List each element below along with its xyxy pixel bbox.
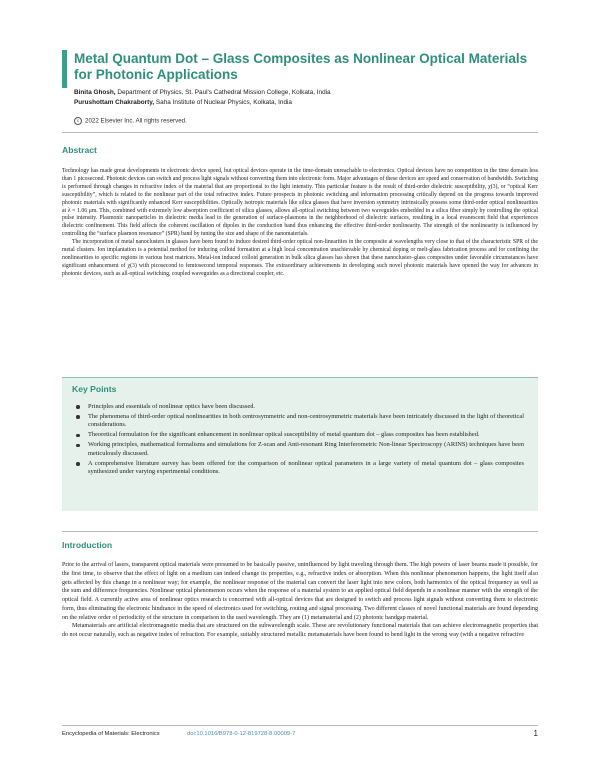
key-points-box [62,377,538,511]
introduction-paragraph: Metamaterials are artificial electromagnetic media that are structured on the subwavelength scale. These are revolutionary functional materials that can achieve electromagnetic properties that do not occur naturally, such as negative index of refraction. For example, suitably structured metallic metamaterials have been found to bend light in the wrong way (with a negative refractive [62,623,538,638]
author-affiliation: Department of Physics, St. Paul's Cathedral Mission College, Kolkata, India [117,89,331,96]
doi-link[interactable]: doi:10.1016/B978-0-12-819728-8.00009-7 [187,731,296,737]
author-line [74,98,554,108]
author-block [74,88,554,108]
key-point-item [76,403,524,412]
key-point-item [76,460,524,477]
key-point-text: Theoretical formulation for the significant enhancement in nonlinear optical susceptibility of metal quantum dot – glass composites has been established. [88,431,480,439]
key-points-heading: Key Points [72,384,117,394]
key-point-item [76,431,524,440]
author-name: Binita Ghosh, [74,89,116,96]
author-name: Purushottam Chakraborty, [74,99,155,106]
page-number: 1 [533,729,538,738]
journal-name: Encyclopedia of Materials: Electronics [62,731,160,737]
author-affiliation: Saha Institute of Nuclear Physics, Kolkata, India [155,99,292,106]
abstract-heading: Abstract [62,145,97,155]
key-point-item [76,441,524,458]
key-point-text: Principles and essentials of nonlinear optics have been discussed. [88,403,256,410]
bullet-icon [76,415,80,419]
key-point-item [76,413,524,430]
abstract-body [62,168,538,279]
abstract-paragraph: The incorporation of metal nanoclusters in glasses have been found to induce desired third-order optical non-linearities in the composite at wavelengths very close to that of the characteristic SPR of the metal clusters. Ion implantation is a potential method for inducing colloid formation at a high local concentration unachievable by chemical doping or melt-glass fabrication process and for confining the nonlinearities to specific regions in various host matrices. Metal-ion induced colloid generation in bulk silica glasses has shown that these nanocluster–glass composites under favorable circumstances have significant enhancement of χ(3) with picosecond to femtosecond temporal responses. The extraordinary achievements in developing such novel photonic materials have opened the way for advances in photonic devices, such as all-optical switching, coupled waveguides as a directional coupler, etc. [62,239,538,277]
title-accent-bar [62,50,67,88]
bullet-icon [76,444,80,448]
abstract-paragraph: Technology has made great developments in electronic device speed, but optical devices operate in the time-domain unreachable to electronics. Optical devices have no competition in the time domain less than 1 picosecond. Photonic devices can switch and process light signals without converting them into electronic form. Major advantages of these devices are speed and conservation of bandwidth. Switching is performed through changes in refractive index of the material that are proportional to the light intensity. This particular feature is the result of third-order dielectric susceptibility, χ(3), or “optical Kerr susceptibility”, which is related to the nonlinear part of the total refractive index. Future prospects in photonic switching and information processing critically depend on the progress towards improved photonic materials with significantly enhanced Kerr susceptibilities. Optically isotropic materials like silica glasses that have inversion symmetry intrinsically possess some third-order optical nonlinearities at λ = 1.06 μm. This, combined with extremely low absorption coefficient of silica glasses, allows all-optical switching between two waveguides embedded in a silica fiber simply by controlling the optical pulse intensity. Plasmonic nanoparticles in dielectric media lead to the generation of surface-plasmons in the neighborhood of dielectric surfaces, resulting in a local evanescent field that experiences dielectric confinement. This field affects the coherent oscillation of dipoles in the conduction band thus enhancing the effective third-order nonlinearity. The strength of the nonlinearity is influenced by controlling the “surface plasmon resonance” (SPR) band by tuning the size and shape of the nanomaterials. [62,168,539,238]
article-title: Metal Quantum Dot – Glass Composites as Nonlinear Optical Materials for Photonic Applications [74,51,528,82]
key-points-list [76,403,524,478]
author-line [74,88,554,98]
copyright-text: 2022 Elsevier Inc. All rights reserved. [85,117,187,125]
introduction-heading: Introduction [62,540,113,550]
divider [62,531,538,532]
key-point-text: The phenomena of third-order optical nonlinearities in both centrosymmetric and non-centrosymmetric materials have been intricately discussed in the light of theoretical considerations. [88,412,524,429]
copyright-icon: c [74,117,82,125]
bullet-icon [76,405,80,409]
page-footer [62,729,538,743]
bullet-icon [76,462,80,466]
key-point-text: A comprehensive literature survey has been offered for the comparison of nonlinear optical parameters in a large variety of metal quantum dot – glass composites synthesized under varying experimental conditions. [88,459,524,476]
footer-divider [62,725,538,726]
key-point-text: Working principles, mathematical formalisms and simulations for Z-scan and Anti-resonant Ring Interferometric Non-linear Spectroscopy (ARINS) techniques have been meticulously discussed. [88,441,524,457]
copyright-notice [74,117,187,125]
divider [62,132,538,133]
introduction-paragraph: Prior to the arrival of lasers, transparent optical materials were presumed to be basically passive, uninfluenced by light traveling through them. The high powers of laser beams made it possible, for the first time, to observe that the effect of light on a medium can indeed change its properties, e.g., refractive index or absorption. When this nonlinear phenomenon happens, the light itself also gets affected by this change in a nonlinear way; for example, the nonlinear response of the material can convert the laser light into new colors, both harmonics of the optical frequency as well as the sum and difference frequencies. Nonlinear optical phenomenon occurs when the response of a material system to an applied optical field depends in a nonlinear manner with the strength of the optical field. A currently active area of nonlinear optics research is concerned with all-optical devices that are designed to switch and process light signals without converting them to electronic form, thus eliminating the electronic hindrance in the speed of electronics used for switching, routing and signal processing. Two different classes of novel functional materials are found depending on the relative order of periodicity of the structure in comparison to the used wavelength. They are (1) metamaterial and (2) photonic bandgap material. [62,562,538,621]
bullet-icon [76,434,80,438]
introduction-body [62,561,538,640]
